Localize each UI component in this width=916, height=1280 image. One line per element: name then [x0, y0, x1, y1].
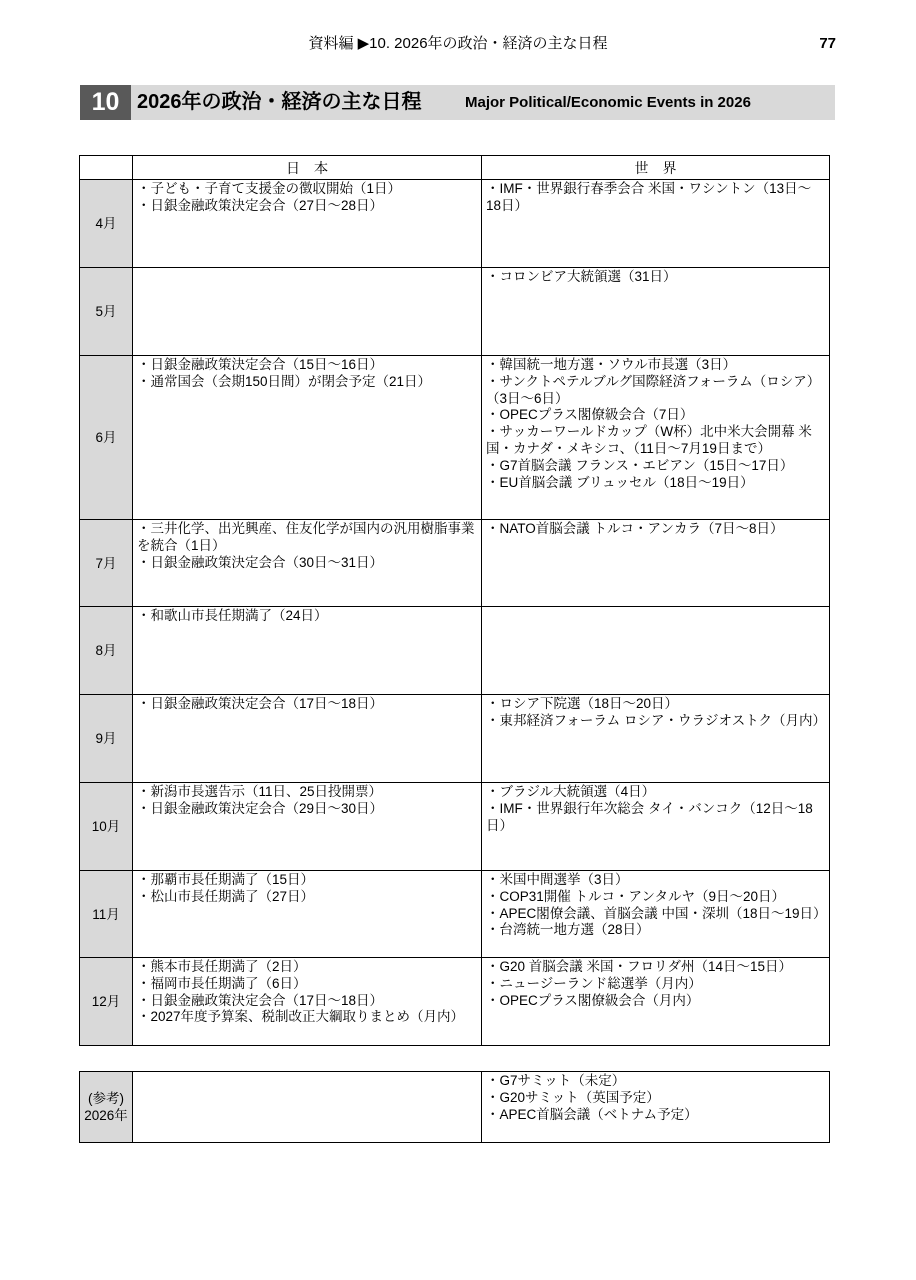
world-events-cell	[482, 268, 829, 355]
japan-events-cell	[133, 356, 481, 519]
reference-label-line: (参考)	[88, 1091, 124, 1106]
month-label: 6月	[95, 430, 117, 445]
world-events-cell	[482, 695, 829, 782]
event-item: ・熊本市長任期満了（2日）	[137, 959, 307, 974]
event-item: ・サッカーワールドカップ（W杯）北中米大会開幕 米国・カナダ・メキシコ、（11日～7月19日まで）	[486, 424, 812, 456]
month-label: 5月	[95, 304, 117, 319]
event-item: ・G20 首脳会議 米国・フロリダ州（14日～15日）	[486, 959, 793, 974]
month-cell	[80, 871, 132, 957]
event-item: ・IMF・世界銀行年次総会 タイ・バンコク（12日～18日）	[486, 800, 813, 833]
world-events-cell	[482, 607, 829, 694]
japan-events-cell	[133, 871, 481, 957]
event-item: ・日銀金融政策決定会合（17日～18日）	[137, 992, 384, 1008]
event-item: ・和歌山市長任期満了（24日）	[137, 608, 328, 623]
world-events-cell	[482, 180, 829, 267]
month-label: 10月	[91, 819, 121, 834]
event-item: ・APEC閣僚会議、首脳会議 中国・深圳（18日～19日）	[486, 905, 827, 921]
world-events-cell	[482, 520, 829, 606]
world-events-cell	[482, 356, 829, 519]
event-item: ・日銀金融政策決定会合（27日～28日）	[137, 197, 384, 213]
japan-events-cell	[133, 1072, 481, 1142]
month-cell	[80, 180, 132, 267]
event-item: ・米国中間選挙（3日）	[486, 872, 629, 887]
event-item: ・那覇市長任期満了（15日）	[137, 872, 315, 887]
event-item: ・子ども・子育て支援金の徴収開始（1日）	[137, 181, 402, 196]
japan-events-cell	[133, 268, 481, 355]
month-cell	[80, 268, 132, 355]
header-corner-cell	[80, 156, 132, 179]
event-item: ・COP31開催 トルコ・アンタルヤ（9日～20日）	[486, 888, 785, 904]
month-cell	[80, 958, 132, 1045]
event-item: ・サンクトペテルブルグ国際経済フォーラム（ロシア）（3日～6日）	[486, 373, 821, 406]
event-item: ・OPECプラス閣僚級会合（7日）	[486, 407, 694, 423]
month-cell	[80, 695, 132, 782]
japan-events-cell	[133, 607, 481, 694]
event-item: ・三井化学、出光興産、住友化学が国内の汎用樹脂事業を統合（1日）	[137, 521, 475, 553]
month-label: 4月	[95, 216, 117, 231]
event-item: ・OPECプラス閣僚級会合（月内）	[486, 992, 700, 1008]
event-item: ・韓国統一地方選・ソウル市長選（3日）	[486, 357, 737, 372]
month-label: 7月	[95, 555, 117, 571]
event-item: ・通常国会（会期150日間）が閉会予定（21日）	[137, 373, 432, 389]
event-item: ・G20サミット（英国予定）	[486, 1089, 660, 1105]
event-item: ・新潟市長選告示（11日、25日投開票）	[137, 784, 383, 799]
event-item: ・IMF・世界銀行春季会合 米国・ワシントン（13日～18日）	[486, 181, 812, 213]
event-item: ・福岡市長任期満了（6日）	[137, 975, 307, 991]
month-label: 11月	[92, 906, 120, 922]
month-label: 9月	[95, 731, 117, 746]
event-item: ・コロンビア大統領選（31日）	[486, 269, 677, 284]
column-header-world: 世 界	[482, 156, 829, 179]
world-events-cell	[482, 783, 829, 870]
reference-label-line: 2026年	[84, 1108, 128, 1123]
event-item: ・NATO首脳会議 トルコ・アンカラ（7日～8日）	[486, 521, 784, 536]
month-cell	[80, 607, 132, 694]
japan-events-cell	[133, 695, 481, 782]
event-item: ・日銀金融政策決定会合（30日～31日）	[137, 554, 384, 570]
japan-events-cell	[133, 783, 481, 870]
section-title-ja: 2026年の政治・経済の主な日程	[137, 91, 422, 113]
event-item: ・APEC首脳会議（ベトナム予定）	[486, 1106, 698, 1122]
event-item: ・ニュージーランド総選挙（月内）	[486, 975, 702, 991]
event-item: ・G7首脳会議 フランス・エビアン（15日～17日）	[486, 457, 794, 473]
section-title-bar	[80, 85, 835, 120]
section-title-en: Major Political/Economic Events in 2026	[465, 94, 751, 111]
month-label: 8月	[95, 643, 117, 658]
reference-table	[79, 1071, 830, 1143]
section-number: 10	[80, 85, 131, 120]
event-item: ・日銀金融政策決定会合（29日～30日）	[137, 800, 384, 816]
world-events-cell	[482, 958, 829, 1045]
month-cell	[80, 356, 132, 519]
japan-events-cell	[133, 180, 481, 267]
japan-events-cell	[133, 520, 481, 606]
event-item: ・日銀金融政策決定会合（15日～16日）	[137, 357, 384, 372]
event-item: ・ブラジル大統領選（4日）	[486, 784, 656, 799]
schedule-table	[79, 155, 830, 1046]
page-number: 77	[819, 35, 836, 52]
event-item: ・台湾統一地方選（28日）	[486, 922, 650, 938]
japan-events-cell	[133, 958, 481, 1045]
event-item: ・2027年度予算案、税制改正大綱取りまとめ（月内）	[137, 1009, 465, 1025]
running-header: 資料編 ▶10. 2026年の政治・経済の主な日程	[308, 35, 608, 52]
event-item: ・ロシア下院選（18日～20日）	[486, 696, 679, 711]
event-item: ・日銀金融政策決定会合（17日～18日）	[137, 696, 384, 711]
month-cell	[80, 520, 132, 606]
event-item: ・東邦経済フォーラム ロシア・ウラジオストク（月内）	[486, 712, 827, 728]
month-cell	[80, 783, 132, 870]
event-item: ・EU首脳会議 ブリュッセル（18日～19日）	[486, 474, 754, 490]
reference-label-cell	[80, 1072, 132, 1142]
month-label: 12月	[91, 994, 121, 1009]
column-header-japan: 日 本	[133, 156, 481, 179]
event-item: ・松山市長任期満了（27日）	[137, 888, 315, 904]
world-events-cell	[482, 871, 829, 957]
world-events-cell	[482, 1072, 829, 1142]
event-item: ・G7サミット（未定）	[486, 1073, 626, 1088]
